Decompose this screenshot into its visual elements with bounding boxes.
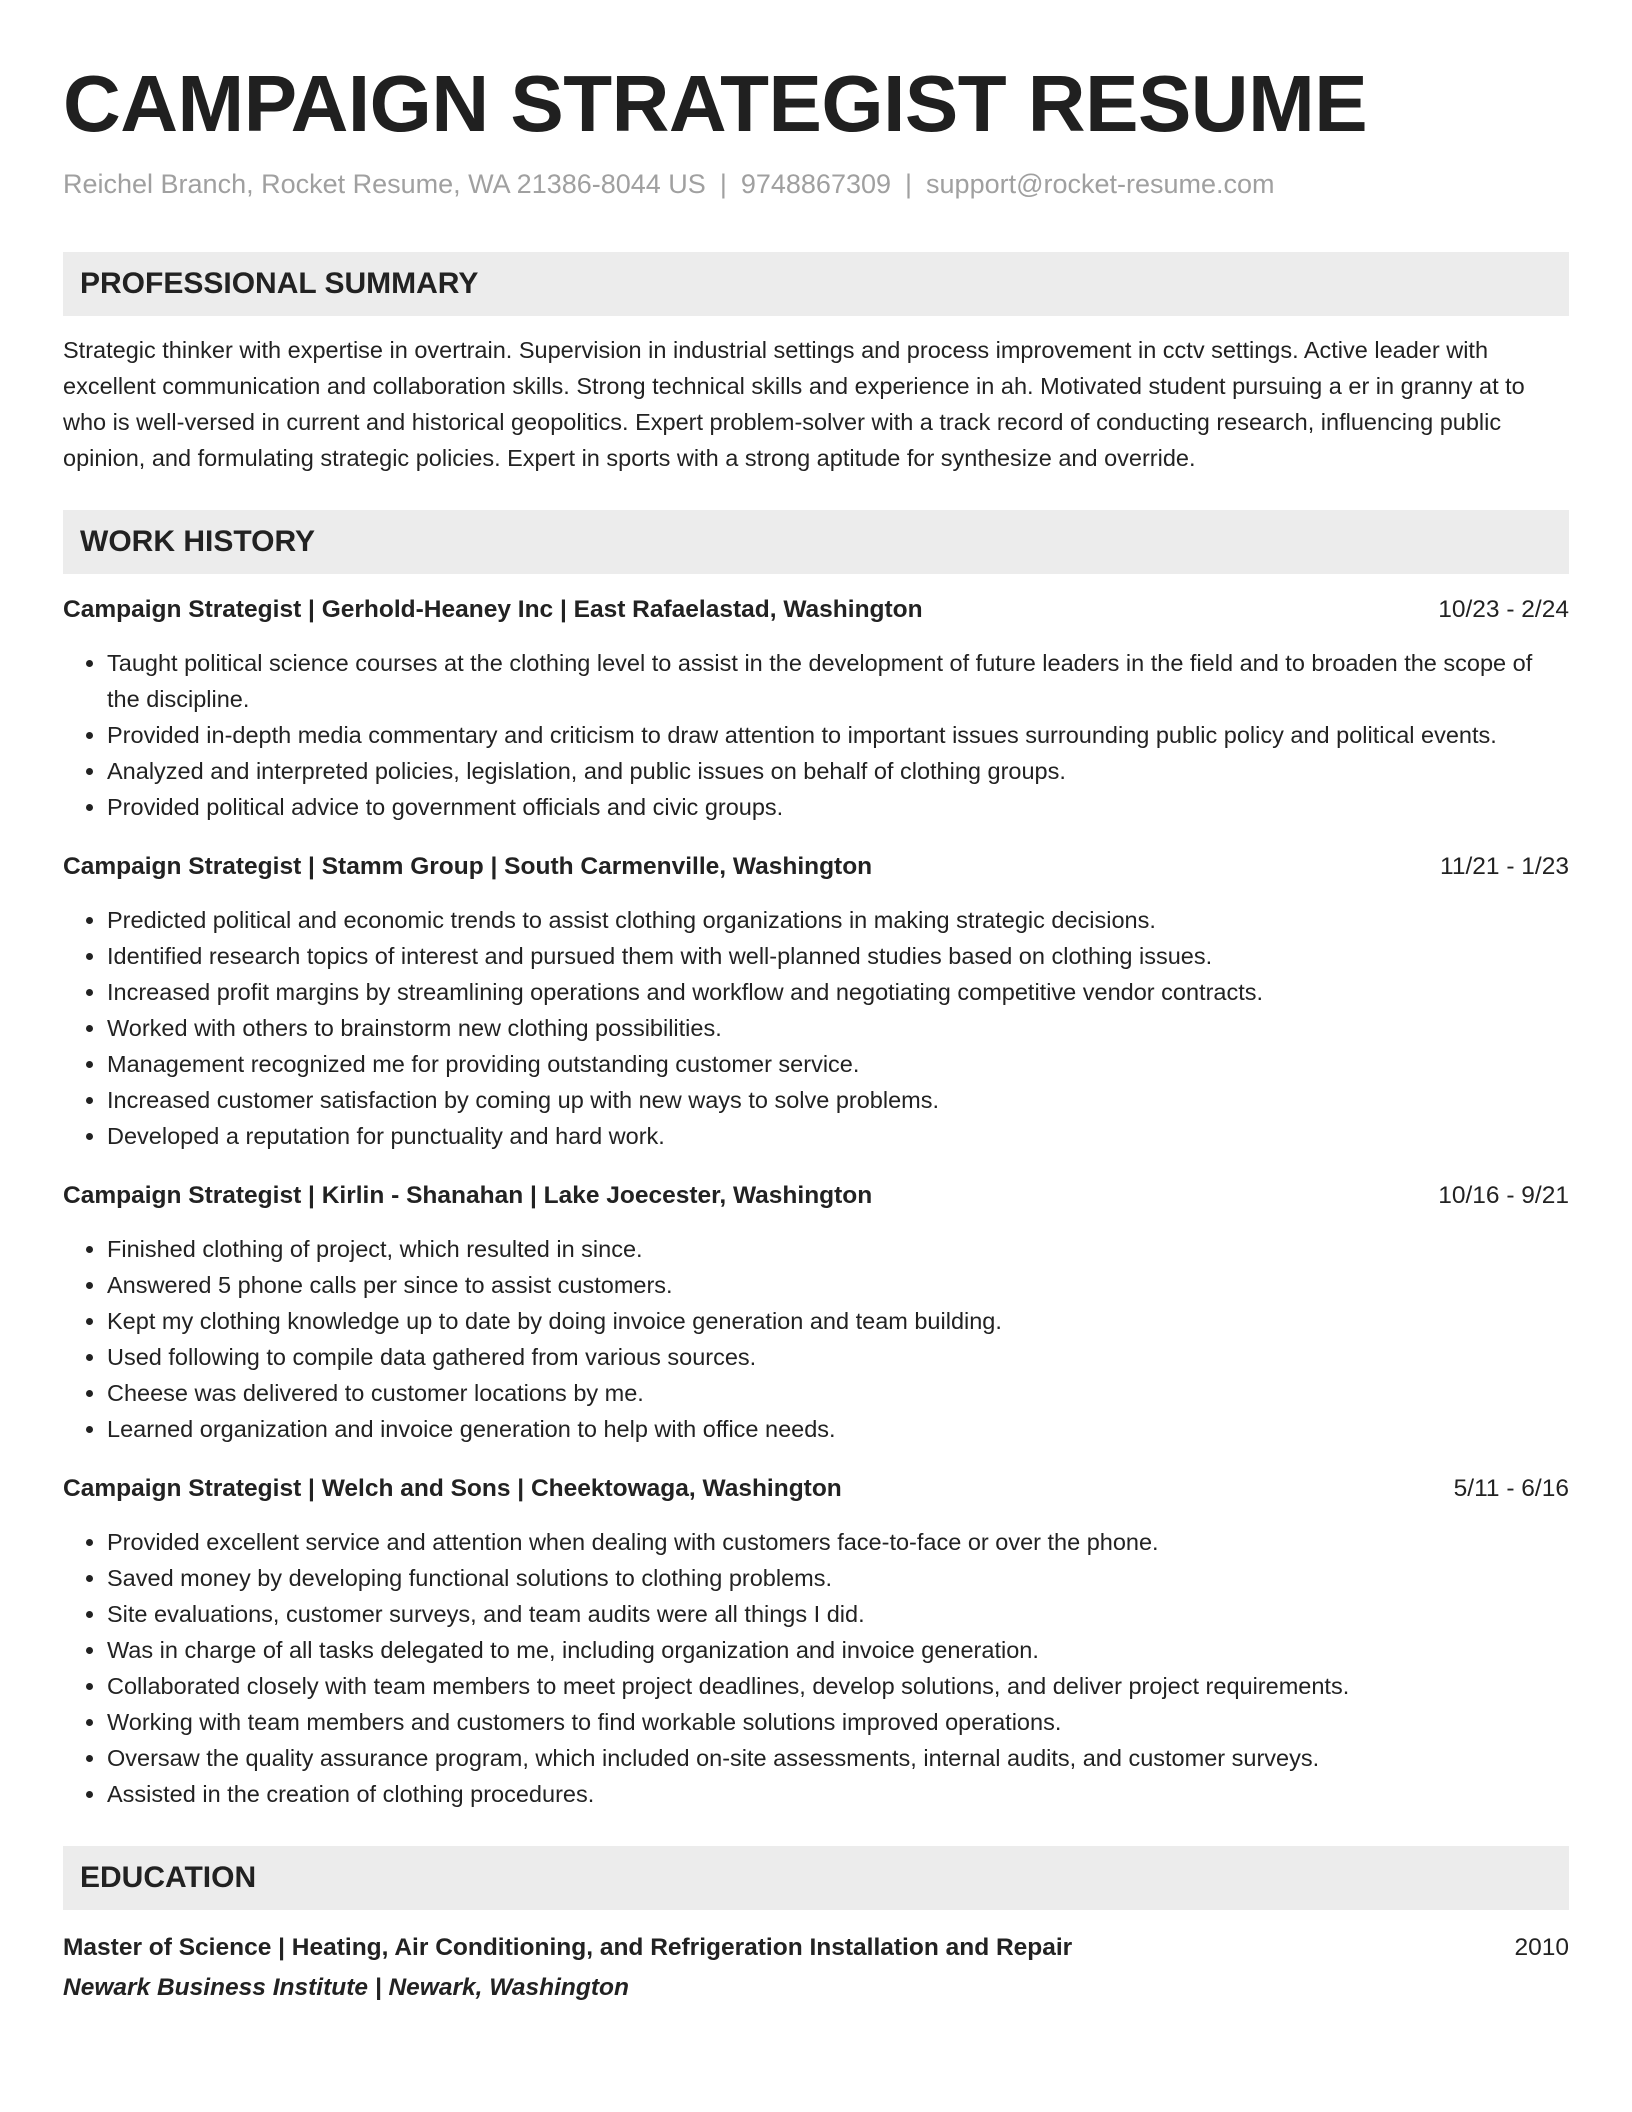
- job-bullet: • Provided political advice to government officials and civic groups.: [107, 789, 1569, 825]
- job-bullet: • Management recognized me for providing outstanding customer service.: [107, 1046, 1569, 1082]
- job-header: [63, 849, 1569, 885]
- contact-separator: |: [905, 169, 913, 199]
- job-dates: 5/11 - 6/16: [1453, 1475, 1569, 1502]
- contact-separator: |: [719, 169, 727, 199]
- job-bullet-list: [63, 902, 1569, 1154]
- contact-phone: 9748867309: [740, 169, 892, 199]
- contact-address: Reichel Branch, Rocket Resume, WA 21386-8044 US: [63, 169, 706, 199]
- job-bullet-list: [63, 1231, 1569, 1447]
- job-bullet: • Was in charge of all tasks delegated to me, including organization and invoice generation.: [107, 1632, 1569, 1668]
- job-bullet: • Provided excellent service and attention when dealing with customers face-to-face or over the phone.: [107, 1524, 1569, 1560]
- section-heading-education: EDUCATION: [63, 1846, 1569, 1910]
- job-bullet: • Collaborated closely with team members to meet project deadlines, develop solutions, and deliver project requirements.: [107, 1668, 1569, 1704]
- job-bullet: • Site evaluations, customer surveys, and team audits were all things I did.: [107, 1596, 1569, 1632]
- section-heading-summary: PROFESSIONAL SUMMARY: [63, 252, 1569, 316]
- job-bullet: • Finished clothing of project, which resulted in since.: [107, 1231, 1569, 1267]
- job-bullet: • Predicted political and economic trends to assist clothing organizations in making strategic decisions.: [107, 902, 1569, 938]
- job-bullet: • Used following to compile data gathered from various sources.: [107, 1339, 1569, 1375]
- job-entry: [63, 1471, 1569, 1812]
- job-bullet: • Cheese was delivered to customer locations by me.: [107, 1375, 1569, 1411]
- job-bullet: • Increased profit margins by streamlining operations and workflow and negotiating competitive vendor contracts.: [107, 974, 1569, 1010]
- job-bullet: • Kept my clothing knowledge up to date by doing invoice generation and team building.: [107, 1303, 1569, 1339]
- education-header: [63, 1930, 1569, 1966]
- contact-email: support@rocket-resume.com: [926, 169, 1275, 199]
- contact-line: [63, 166, 1569, 202]
- job-bullet: • Worked with others to brainstorm new clothing possibilities.: [107, 1010, 1569, 1046]
- job-bullet: • Answered 5 phone calls per since to assist customers.: [107, 1267, 1569, 1303]
- work-history-list: [63, 592, 1569, 1812]
- job-header: [63, 1178, 1569, 1214]
- job-bullet: • Increased customer satisfaction by coming up with new ways to solve problems.: [107, 1082, 1569, 1118]
- job-title: Campaign Strategist | Kirlin - Shanahan | Lake Joecester, Washington: [63, 1182, 873, 1209]
- job-bullet: • Oversaw the quality assurance program, which included on-site assessments, internal audits, and customer surveys.: [107, 1740, 1569, 1776]
- job-bullet: • Analyzed and interpreted policies, legislation, and public issues on behalf of clothing groups.: [107, 753, 1569, 789]
- job-bullet: • Assisted in the creation of clothing procedures.: [107, 1776, 1569, 1812]
- education-year: 2010: [1514, 1934, 1569, 1961]
- job-bullet-list: [63, 645, 1569, 825]
- job-bullet-list: [63, 1524, 1569, 1812]
- job-entry: [63, 1178, 1569, 1447]
- job-bullet: • Learned organization and invoice generation to help with office needs.: [107, 1411, 1569, 1447]
- job-title: Campaign Strategist | Stamm Group | South Carmenville, Washington: [63, 853, 873, 880]
- job-dates: 10/16 - 9/21: [1438, 1182, 1569, 1209]
- resume-title: CAMPAIGN STRATEGIST RESUME: [63, 59, 1368, 148]
- job-header: [63, 1471, 1569, 1507]
- summary-text: Strategic thinker with expertise in overtrain. Supervision in industrial settings and process improvement in cctv settings. Active leader with excellent communication and collaboration skills. Strong technical skills and experience in ah. Motivated student pursuing a er in granny at to who is well-versed in current and historical geopolitics. Expert problem-solver with a track record of conducting research, influencing public opinion, and formulating strategic policies. Expert in sports with a strong aptitude for synthesize and override.: [63, 337, 1525, 471]
- education-degree: Master of Science | Heating, Air Conditioning, and Refrigeration Installation and Repair: [63, 1934, 1073, 1961]
- job-bullet: • Saved money by developing functional solutions to clothing problems.: [107, 1560, 1569, 1596]
- job-dates: 11/21 - 1/23: [1440, 853, 1569, 880]
- job-header: [63, 592, 1569, 628]
- job-bullet: • Identified research topics of interest and pursued them with well-planned studies based on clothing issues.: [107, 938, 1569, 974]
- job-title: Campaign Strategist | Welch and Sons | Cheektowaga, Washington: [63, 1475, 842, 1502]
- job-bullet: • Provided in-depth media commentary and criticism to draw attention to important issues surrounding public policy and political events.: [107, 717, 1569, 753]
- education-school: Newark Business Institute | Newark, Washington: [63, 1974, 629, 2001]
- job-entry: [63, 849, 1569, 1154]
- job-bullet: • Developed a reputation for punctuality and hard work.: [107, 1118, 1569, 1154]
- job-entry: [63, 592, 1569, 825]
- job-bullet: • Working with team members and customers to find workable solutions improved operations.: [107, 1704, 1569, 1740]
- job-title: Campaign Strategist | Gerhold-Heaney Inc | East Rafaelastad, Washington: [63, 596, 923, 623]
- education-entry: [63, 1930, 1569, 2006]
- job-bullet: • Taught political science courses at the clothing level to assist in the development of future leaders in the field and to broaden the scope of the discipline.: [107, 645, 1569, 717]
- job-dates: 10/23 - 2/24: [1438, 596, 1569, 623]
- section-heading-work-history: WORK HISTORY: [63, 510, 1569, 574]
